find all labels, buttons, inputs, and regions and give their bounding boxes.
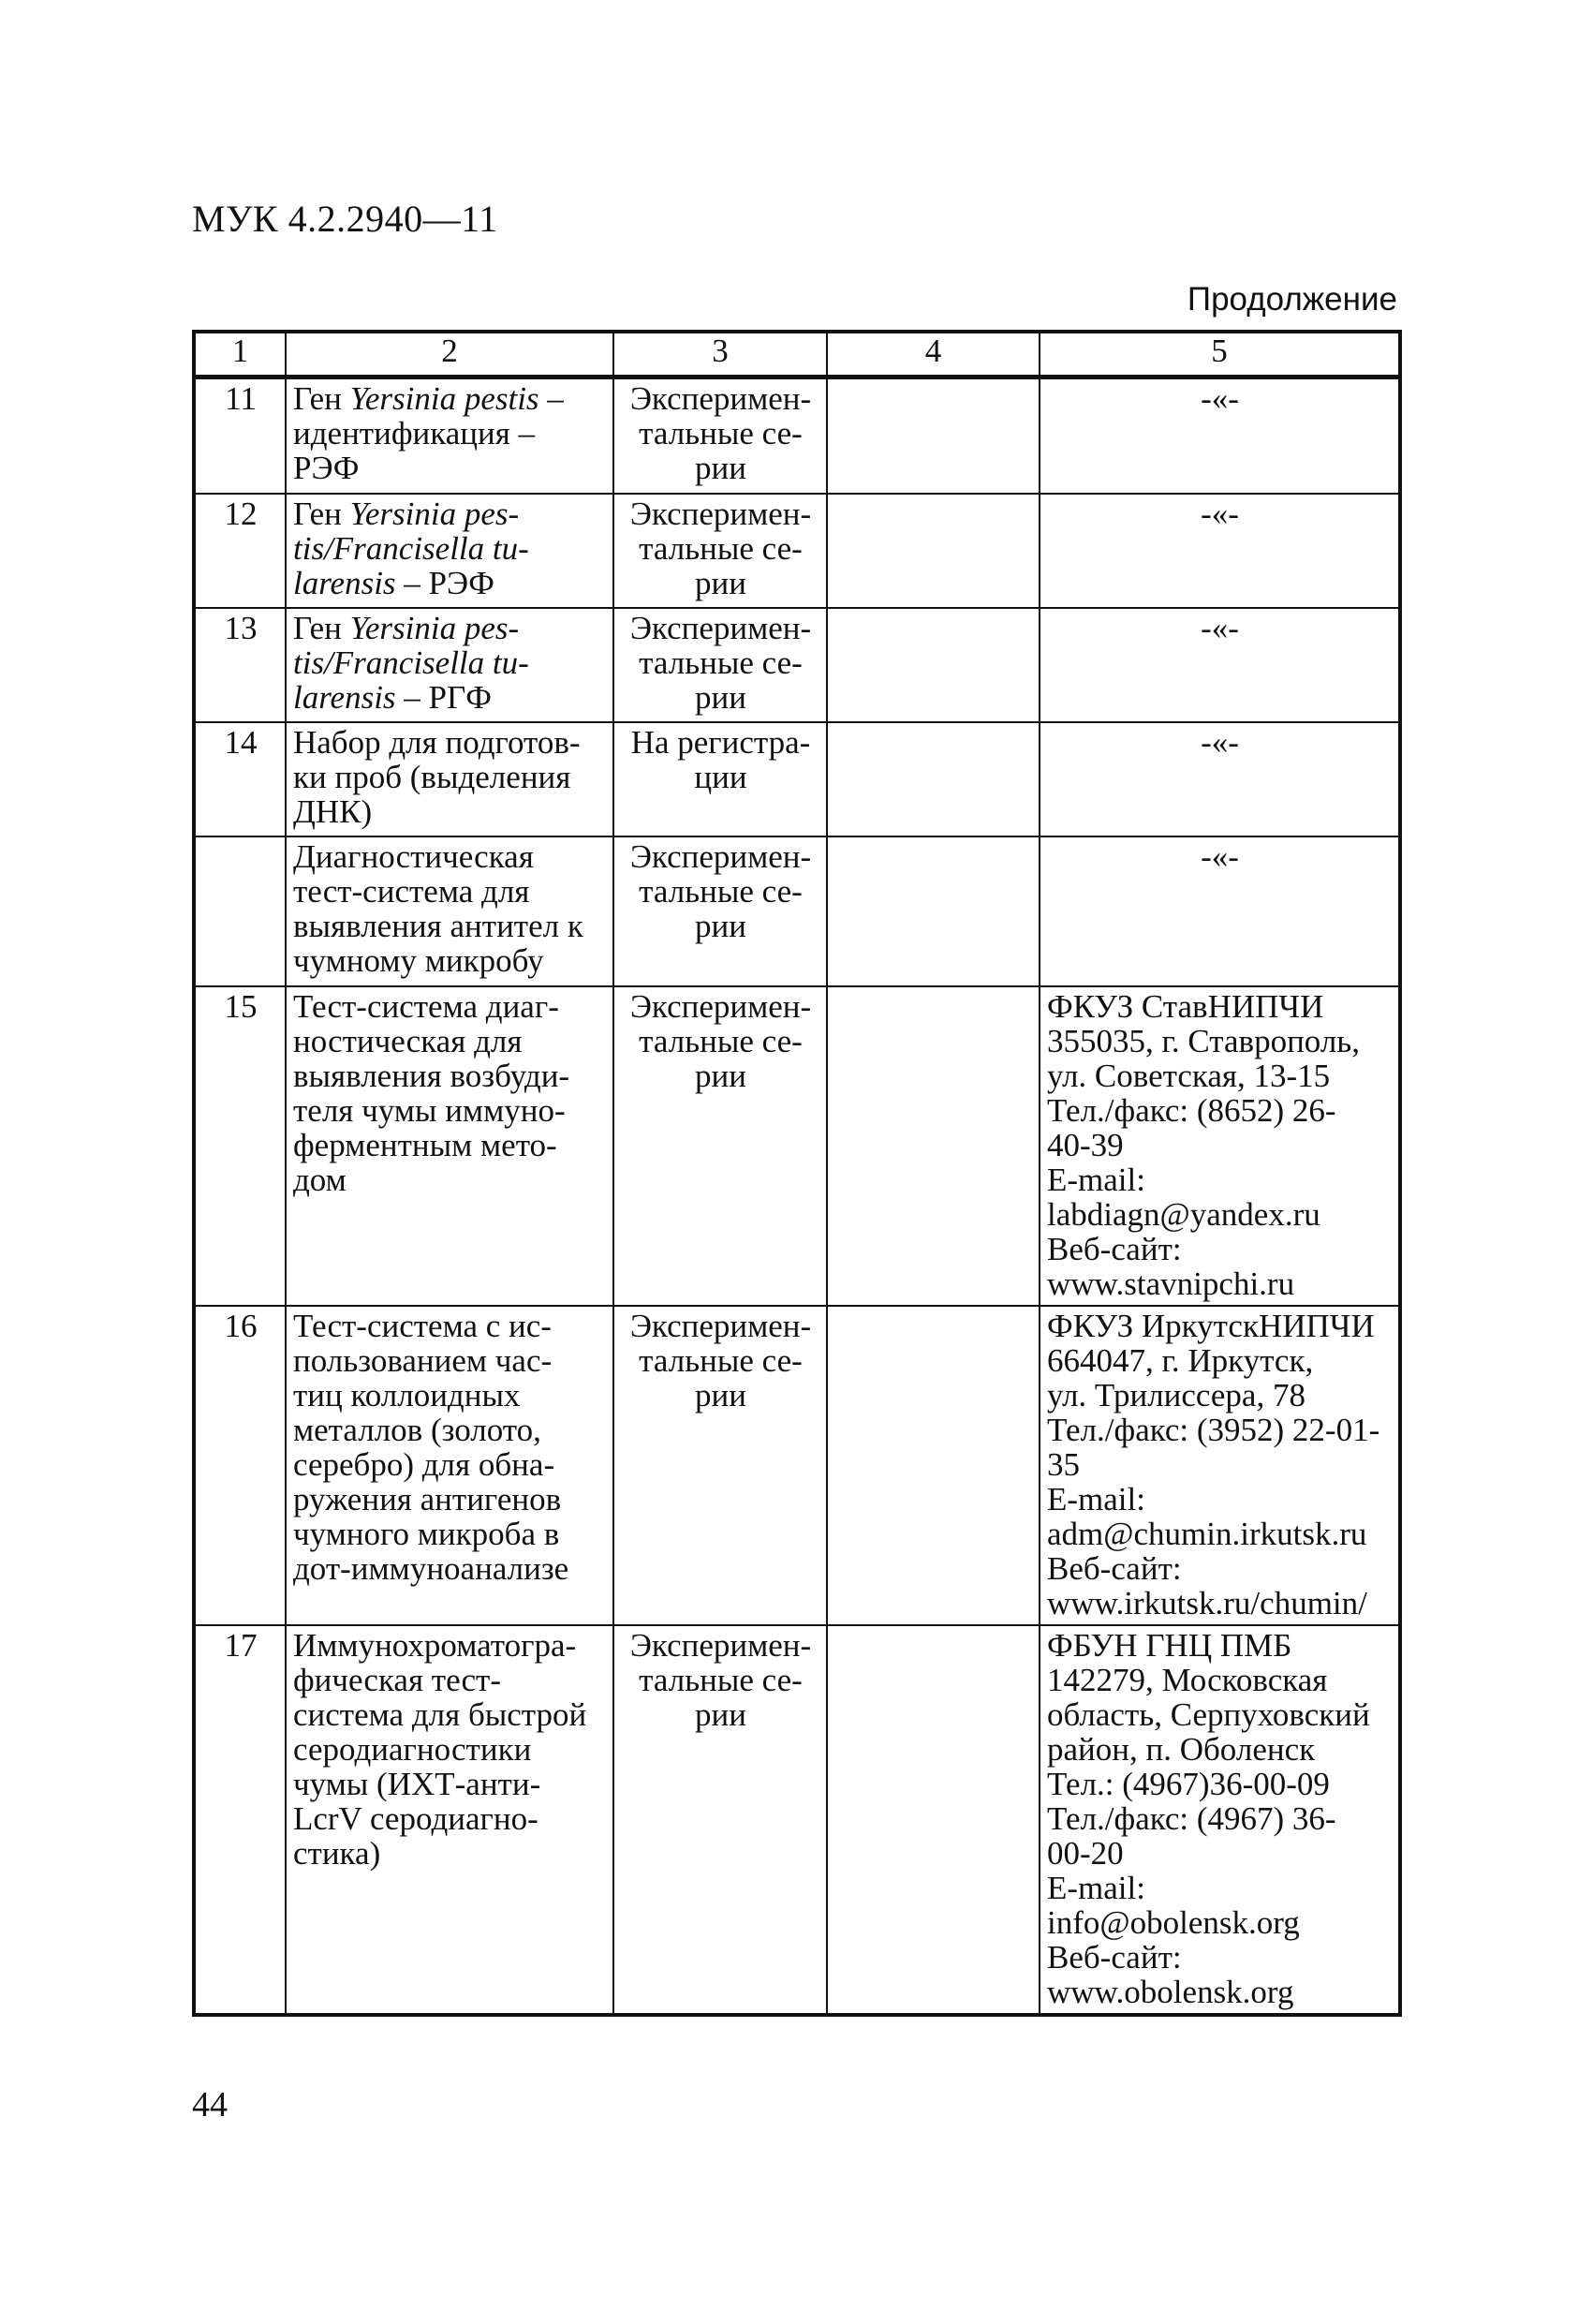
product-name — [286, 722, 613, 836]
ditto-mark: -«- — [1040, 608, 1400, 722]
species-name: Yersinia pes- tis/Francisella tu- larensis — [293, 495, 529, 601]
column-4-cell — [827, 836, 1040, 986]
column-header-5: 5 — [1040, 332, 1400, 377]
column-4-cell — [827, 608, 1040, 722]
column-header-4: 4 — [827, 332, 1040, 377]
column-header-2: 2 — [286, 332, 613, 377]
product-name — [286, 1306, 613, 1625]
row-number: 11 — [194, 377, 286, 494]
column-header-3: 3 — [613, 332, 827, 377]
column-header-1: 1 — [194, 332, 286, 377]
table-row — [194, 1306, 1400, 1625]
table-row — [194, 608, 1400, 722]
production-status: Эксперимен- тальные се- рии — [613, 377, 827, 494]
table-header-row — [194, 332, 1400, 377]
row-number: 17 — [194, 1625, 286, 2015]
name-text: – РЭФ — [395, 564, 494, 601]
production-status: Эксперимен- тальные се- рии — [613, 1306, 827, 1625]
table-row — [194, 986, 1400, 1306]
row-number: 16 — [194, 1306, 286, 1625]
document-code: МУК 4.2.2940—11 — [192, 198, 498, 240]
column-4-cell — [827, 722, 1040, 836]
production-status: На регистра- ции — [613, 722, 827, 836]
column-4-cell — [827, 377, 1040, 494]
ditto-mark: -«- — [1040, 836, 1400, 986]
ditto-mark: -«- — [1040, 722, 1400, 836]
product-name — [286, 494, 613, 608]
name-text: Диагностическая тест-система для выявления антител к чумному микробу — [293, 837, 583, 979]
row-number: 12 — [194, 494, 286, 608]
production-status: Эксперимен- тальные се- рии — [613, 494, 827, 608]
product-name — [286, 608, 613, 722]
name-text: Тест-система диаг- ностическая для выявления возбуди- теля чумы иммуно- ферментным мето- дом — [293, 987, 570, 1198]
name-text: Иммунохроматогра- фическая тест- система для быстрой серодиагностики чумы (ИХТ-анти- LcrV серодиагно- стика) — [293, 1626, 587, 1872]
ditto-mark: -«- — [1040, 494, 1400, 608]
table-row — [194, 836, 1400, 986]
production-status: Эксперимен- тальные се- рии — [613, 608, 827, 722]
column-4-cell — [827, 494, 1040, 608]
name-text: Ген — [293, 495, 350, 532]
continuation-label: Продолжение — [1187, 281, 1397, 318]
table-row — [194, 722, 1400, 836]
name-text: Тест-система с ис- пользованием час- тиц коллоидных металлов (золото, серебро) для обна- ружения антигенов чумного микроба в дот-иммуноанализе — [293, 1307, 569, 1587]
row-number — [194, 836, 286, 986]
product-name — [286, 986, 613, 1306]
column-4-cell — [827, 1625, 1040, 2015]
column-4-cell — [827, 986, 1040, 1306]
product-name — [286, 1625, 613, 2015]
name-text: Ген — [293, 609, 350, 646]
row-number: 15 — [194, 986, 286, 1306]
production-status: Эксперимен- тальные се- рии — [613, 1625, 827, 2015]
product-name — [286, 377, 613, 494]
product-name — [286, 836, 613, 986]
row-number: 14 — [194, 722, 286, 836]
ditto-mark: -«- — [1040, 377, 1400, 494]
organization-contacts: ФБУН ГНЦ ПМБ 142279, Московская область, Серпуховский район, п. Оболенск Тел.: (4967)36-00-09 Тел./факс: (4967) 36- 00-20 E-mail: info@obolensk.org Веб-сайт: www.obolensk.org — [1040, 1625, 1400, 2015]
name-text: Ген — [293, 380, 350, 417]
table-row — [194, 494, 1400, 608]
production-status: Эксперимен- тальные се- рии — [613, 986, 827, 1306]
species-name: Yersinia pestis — [349, 380, 539, 417]
species-name: Yersinia pes- tis/Francisella tu- larensis — [293, 609, 529, 716]
production-status: Эксперимен- тальные се- рии — [613, 836, 827, 986]
row-number: 13 — [194, 608, 286, 722]
name-text: – идентификация – РЭФ — [293, 380, 564, 486]
name-text: – РГФ — [395, 678, 492, 716]
table-row — [194, 377, 1400, 494]
organization-contacts: ФКУЗ ИркутскНИПЧИ 664047, г. Иркутск, ул. Трилиссера, 78 Тел./факс: (3952) 22-01-35 E-mail: adm@chumin.irkutsk.ru Веб-сайт: www.irkutsk.ru/chumin/ — [1040, 1306, 1400, 1625]
page-number: 44 — [192, 2085, 228, 2124]
column-4-cell — [827, 1306, 1040, 1625]
registry-table — [192, 330, 1402, 2017]
table-row — [194, 1625, 1400, 2015]
name-text: Набор для подготов- ки проб (выделения ДНК) — [293, 723, 581, 830]
organization-contacts: ФКУЗ СтавНИПЧИ 355035, г. Ставрополь, ул. Советская, 13-15 Тел./факс: (8652) 26- 40-39 E-mail: labdiagn@yandex.ru Веб-сайт: www.stavnipchi.ru — [1040, 986, 1400, 1306]
